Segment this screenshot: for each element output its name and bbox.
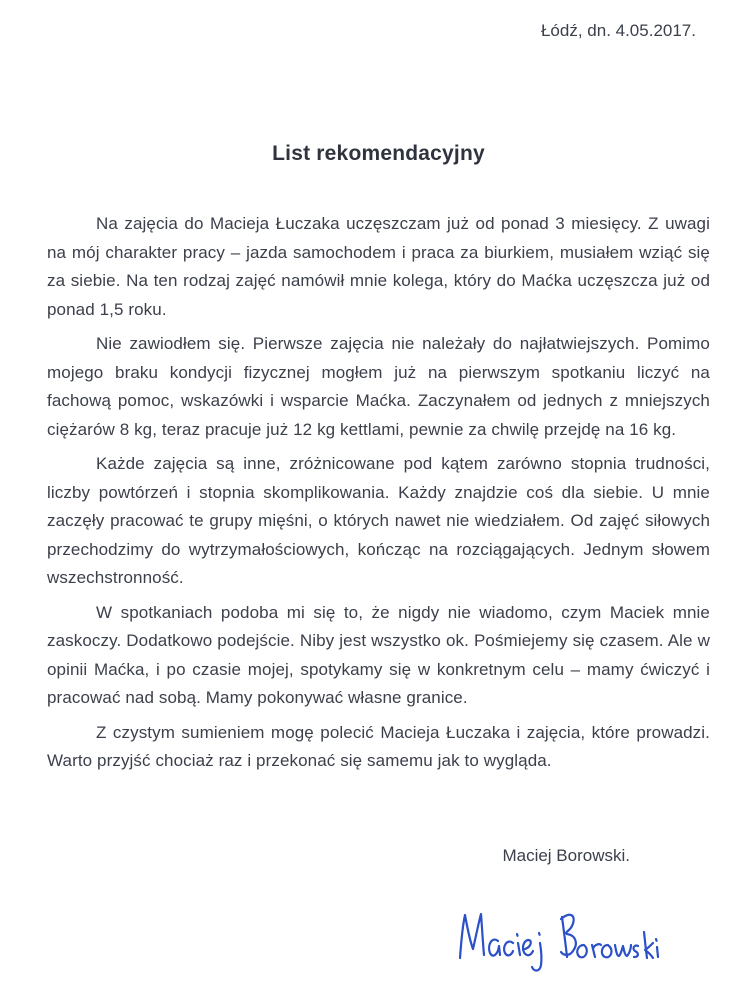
paragraph: Na zajęcia do Macieja Łuczaka uczęszczam już od ponad 3 miesięcy. Z uwagi na mój charakter pracy – jazda samochodem i praca za biurkiem, musiałem wziąć się za siebie. Na ten rodzaj zajęć namówił mnie kolega, który do Maćka uczęszcza już od ponad 1,5 roku. (47, 214, 710, 319)
paragraph: Z czystym sumieniem mogę polecić Macieja Łuczaka i zajęcia, które prowadzi. Warto przyjść chociaż raz i przekonać się samemu jak to wygląda. (47, 722, 710, 770)
handwritten-signature (47, 902, 710, 979)
paragraph: Nie zawiodłem się. Pierwsze zajęcia nie należały do najłatwiejszych. Pomimo mojego braku kondycji fizycznej mogłem już na pierwszym spotkaniu liczyć na fachową pomoc, wskazówki i wsparcie Maćka. Zaczynałem od jednych z mniejszych ciężarów 8 kg, teraz pracuje już 12 kg kettlami, pewnie za chwilę przejdę na 16 kg. (47, 334, 710, 439)
signature-ink-drawing (452, 902, 662, 974)
paragraph: Każde zajęcia są inne, zróżnicowane pod kątem zarówno stopnia trudności, liczby powtórzeń i stopnia skomplikowania. Każdy znajdzie coś dla siebie. U mnie zaczęły pracować te grupy mięśni, o których nawet nie wiedziałem. Od zajęć siłowych przechodzimy do wytrzymałościowych, kończąc na rozciągających. Jednym słowem wszechstronność. (47, 454, 710, 587)
document-title: List rekomendacyjny (272, 142, 485, 165)
letter-body (47, 210, 710, 776)
paragraph: W spotkaniach podoba mi się to, że nigdy nie wiadomo, czym Maciek mnie zaskoczy. Dodatkowo podejście. Niby jest wszystko ok. Pośmiejemy się czasem. Ale w opinii Maćka, i po czasie mojej, spotykamy się w konkretnym celu – mamy ćwiczyć i pracować nad sobą. Mamy pokonywać własne granice. (47, 602, 710, 707)
author-name: Maciej Borowski. (502, 845, 630, 865)
dateline: Łódź, dn. 4.05.2017. (540, 21, 696, 40)
